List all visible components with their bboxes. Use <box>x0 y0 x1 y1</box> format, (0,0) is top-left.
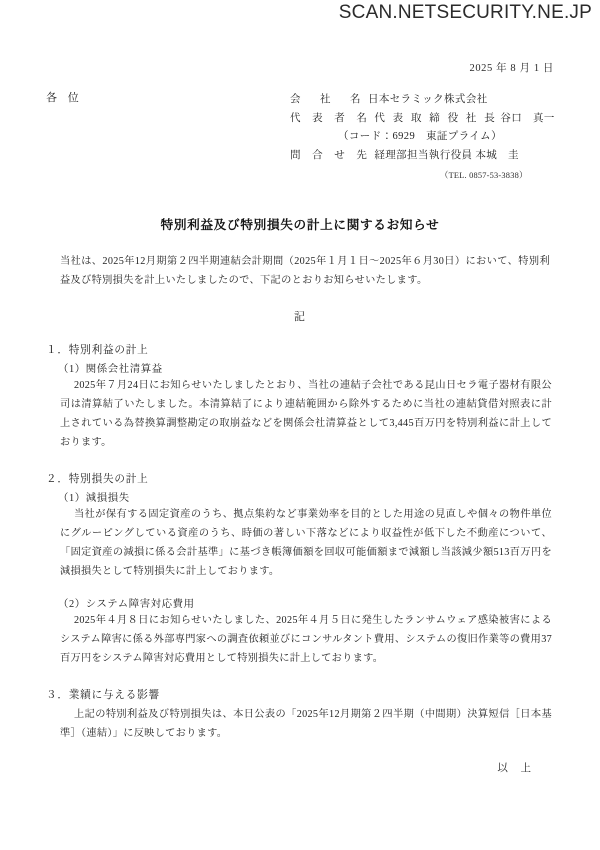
subsection-body: 2025年７月24日にお知らせいたしましたとおり、当社の連結子会社である昆山日セラ電子器材有限公司は清算結了いたしました。本清算結了により連結範囲から除外するために当社の連結貸借対照表に計上されている為替換算調整勘定の取崩益などを関係会社清算益として3,445百万円を特別利益に計上しております。 <box>60 380 552 449</box>
representative-line <box>290 110 554 129</box>
page-title: 特別利益及び特別損失の計上に関するお知らせ <box>160 217 440 232</box>
company-name-line <box>290 91 554 110</box>
contact-label: 問 合 せ 先 <box>290 150 372 162</box>
subsection <box>46 595 554 669</box>
section-heading: １．特別利益の計上 <box>46 345 149 357</box>
subsection-body: 当社が保有する固定資産のうち、拠点集約など事業効率を目的とした用途の見直しや個々の物件単位にグルーピングしている資産のうち、時価の著しい下落などにより収益性が低下した不動産について、「固定資産の減損に係る会計基準」に基づき帳簿価額を回収可能価額まで減額し当該減少額513百万円を減損損失として特別損失に計上しております。 <box>60 508 552 577</box>
contact-line <box>290 147 554 166</box>
watermark-source-label: SCAN.NETSECURITY.NE.JP <box>338 2 592 23</box>
contact-name: 本城 圭 <box>475 150 519 162</box>
subsection-body: 上記の特別利益及び特別損失は、本日公表の「2025年12月期第２四半期（中間期）決算短信［日本基準］（連結）」に反映しております。 <box>60 709 552 739</box>
company-name-label: 会 社 名 <box>290 94 365 105</box>
lead-paragraph: 当社は、2025年12月期第２四半期連結会計期間（2025年１月１日～2025年６月30日）において、特別利益及び特別損失を計上いたしましたので、下記のとおりお知らせいたします。 <box>60 255 550 286</box>
section-heading: ２．特別損失の計上 <box>46 473 149 485</box>
watermark-bar <box>0 0 600 30</box>
document-page <box>0 30 600 850</box>
section-special-loss <box>46 471 554 669</box>
issuer-block <box>46 91 554 184</box>
document-content <box>46 60 554 775</box>
section-impact-on-results <box>46 687 554 744</box>
addressee-label: 各 位 <box>46 92 83 104</box>
representative-name: 谷口 真一 <box>500 112 555 124</box>
subsection-body: 2025年４月８日にお知らせいたしました、2025年４月５日に発生したランサムウェア感染被害によるシステム障害に係る外部専門家への調査依頼並びにコンサルタント費用、システムの復旧作業等の費用37百万円をシステム障害対応費用として特別損失に計上しております。 <box>60 615 552 665</box>
section-heading: ３．業績に与える影響 <box>46 690 160 702</box>
section-special-gain <box>46 342 554 453</box>
subsection <box>46 489 554 582</box>
subsection-heading: （1）関係会社清算益 <box>58 364 163 376</box>
securities-code-line: （コード：6929 東証プライム） <box>338 131 502 143</box>
representative-title: 代 表 取 締 役 社 長 <box>374 112 498 124</box>
subsection <box>46 360 554 453</box>
company-name-value: 日本セラミック株式会社 <box>367 94 488 105</box>
contact-title: 経理部担当執行役員 <box>374 150 473 162</box>
closing-mark: 以 上 <box>497 762 536 774</box>
subsection-heading: （1）減損損失 <box>58 492 130 504</box>
ki-marker: 記 <box>294 311 306 324</box>
subsection-heading: （2）システム障害対応費用 <box>58 599 195 611</box>
contact-telephone: （TEL. 0857-53-3838） <box>440 170 528 180</box>
representative-label: 代 表 者 名 <box>290 112 372 124</box>
document-date: 2025 年 8 月 1 日 <box>469 63 554 74</box>
